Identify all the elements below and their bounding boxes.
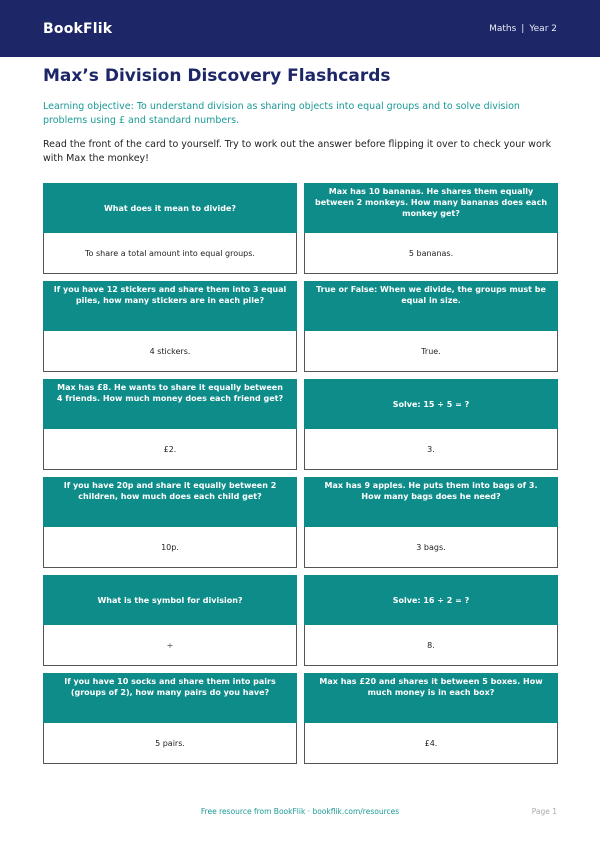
flashcard[interactable] xyxy=(43,673,297,764)
card-back: True. xyxy=(304,331,558,372)
flashcard[interactable] xyxy=(43,183,297,274)
card-back: 10p. xyxy=(43,527,297,568)
year-label: Year 2 xyxy=(529,23,557,34)
card-front: Solve: 16 ÷ 2 = ? xyxy=(304,575,558,625)
card-front: If you have 12 stickers and share them into 3 equal piles, how many stickers are in each pile? xyxy=(43,281,297,331)
meta-separator: | xyxy=(521,23,525,34)
card-back: 5 bananas. xyxy=(304,233,558,274)
instructions: Read the front of the card to yourself. Try to work out the answer before flipping it over to check your work with Max the monkey! xyxy=(43,139,552,164)
header-bar xyxy=(0,0,600,57)
flashcard[interactable] xyxy=(304,673,558,764)
card-front: Max has 10 bananas. He shares them equally between 2 monkeys. How many bananas does each monkey get? xyxy=(304,183,558,233)
header-meta xyxy=(489,24,557,34)
subject-label: Maths xyxy=(489,23,517,34)
card-front: Max has 9 apples. He puts them into bags of 3. How many bags does he need? xyxy=(304,477,558,527)
card-front: Max has £20 and shares it between 5 boxes. How much money is in each box? xyxy=(304,673,558,723)
flashcard-grid xyxy=(43,183,558,764)
flashcard[interactable] xyxy=(43,477,297,568)
card-front: What does it mean to divide? xyxy=(43,183,297,233)
flashcard[interactable] xyxy=(304,379,558,470)
page-title: Max’s Division Discovery Flashcards xyxy=(43,66,391,86)
learning-objective: Learning objective: To understand division as sharing objects into equal groups and to solve division problems using £ and standard numbers. xyxy=(43,101,520,126)
flashcard[interactable] xyxy=(304,477,558,568)
card-front: Solve: 15 ÷ 5 = ? xyxy=(304,379,558,429)
card-back: To share a total amount into equal groups. xyxy=(43,233,297,274)
flashcard[interactable] xyxy=(304,281,558,372)
card-back: 3 bags. xyxy=(304,527,558,568)
page-number: Page 1 xyxy=(531,807,557,816)
card-front: What is the symbol for division? xyxy=(43,575,297,625)
card-back: 4 stickers. xyxy=(43,331,297,372)
card-front: Max has £8. He wants to share it equally between 4 friends. How much money does each friend get? xyxy=(43,379,297,429)
flashcard[interactable] xyxy=(43,379,297,470)
flashcard[interactable] xyxy=(43,281,297,372)
brand-logo[interactable]: BookFlik xyxy=(43,20,113,37)
card-back: ÷ xyxy=(43,625,297,666)
flashcard[interactable] xyxy=(304,575,558,666)
card-front: True or False: When we divide, the groups must be equal in size. xyxy=(304,281,558,331)
card-front: If you have 10 socks and share them into pairs (groups of 2), how many pairs do you have? xyxy=(43,673,297,723)
card-front: If you have 20p and share it equally between 2 children, how much does each child get? xyxy=(43,477,297,527)
card-back: 3. xyxy=(304,429,558,470)
flashcard[interactable] xyxy=(43,575,297,666)
card-back: 5 pairs. xyxy=(43,723,297,764)
card-back: £2. xyxy=(43,429,297,470)
flashcard[interactable] xyxy=(304,183,558,274)
card-back: 8. xyxy=(304,625,558,666)
card-back: £4. xyxy=(304,723,558,764)
footer-link[interactable]: Free resource from BookFlik · bookflik.com/resources xyxy=(200,807,400,816)
